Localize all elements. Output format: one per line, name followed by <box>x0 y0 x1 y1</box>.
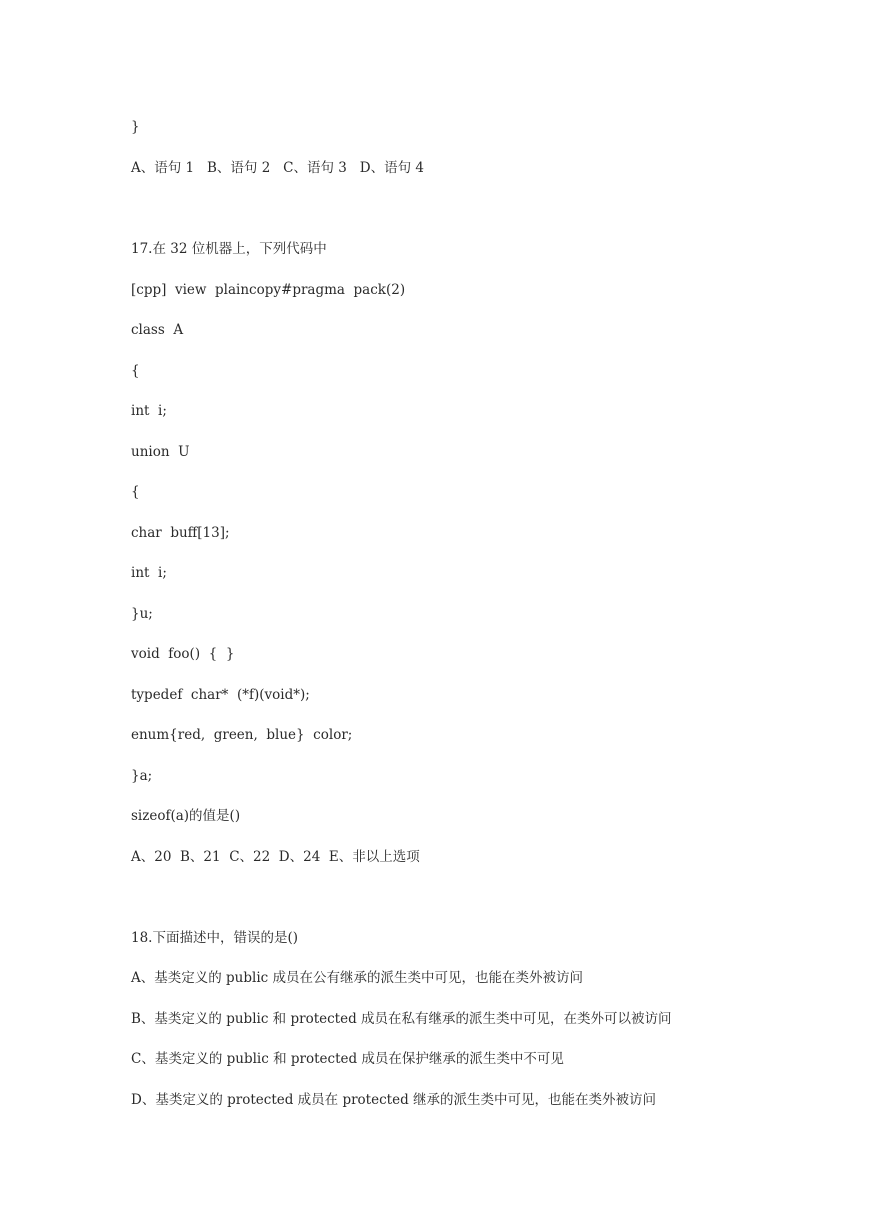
question-17-prompt: sizeof(a)的值是() <box>131 808 241 824</box>
code-line-typedef: typedef char* (*f)(void*); <box>131 687 310 703</box>
code-closing-brace: } <box>131 119 140 135</box>
question-18-option-a: A、基类定义的 public 成员在公有继承的派生类中可见，也能在类外被访问 <box>131 970 584 986</box>
code-line-void-foo: void foo() { } <box>131 646 235 662</box>
question-17-options: A、20 B、21 C、22 D、24 E、非以上选项 <box>131 849 420 865</box>
question-18-option-c: C、基类定义的 public 和 protected 成员在保护继承的派生类中不可见 <box>131 1051 564 1067</box>
code-line-class: class A <box>131 322 184 338</box>
code-line-union-close: }u; <box>131 606 153 622</box>
code-line-class-close: }a; <box>131 768 153 784</box>
question-18-title: 18.下面描述中，错误的是() <box>131 930 299 946</box>
question-17-title: 17.在 32 位机器上，下列代码中 <box>131 241 327 257</box>
code-line-pragma: [cpp] view plaincopy#pragma pack(2) <box>131 282 406 298</box>
code-line-int-i: int i; <box>131 403 167 419</box>
code-line-enum: enum{red, green, blue} color; <box>131 727 353 743</box>
code-line-open-brace: { <box>131 363 140 379</box>
question-16-options: A、语句 1 B、语句 2 C、语句 3 D、语句 4 <box>131 160 424 176</box>
code-line-union: union U <box>131 444 190 460</box>
code-line-union-int-i: int i; <box>131 565 167 581</box>
question-18-option-d: D、基类定义的 protected 成员在 protected 继承的派生类中可见，也能在类外被访问 <box>131 1092 656 1108</box>
code-line-char-buff: char buff[13]; <box>131 525 230 541</box>
question-18-option-b: B、基类定义的 public 和 protected 成员在私有继承的派生类中可见，在类外可以被访问 <box>131 1011 672 1027</box>
code-line-union-open-brace: { <box>131 484 140 500</box>
